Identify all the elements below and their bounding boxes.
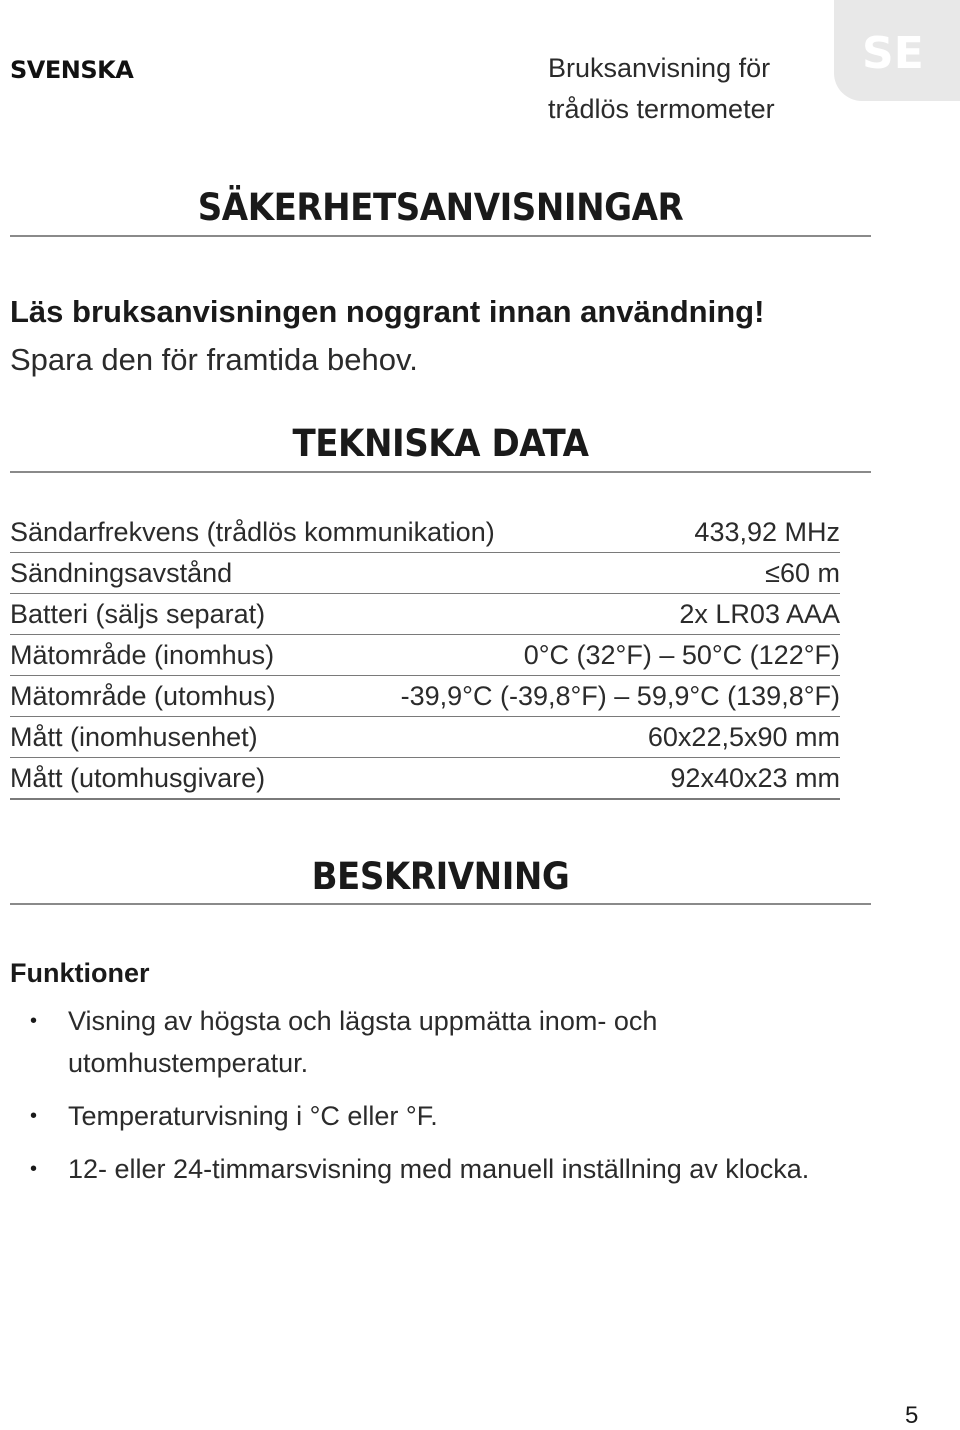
spec-row: [10, 717, 840, 758]
features-list: [10, 1000, 870, 1201]
spec-label: Mått (utomhusgivare): [10, 762, 266, 793]
bullet-icon: •: [30, 1010, 38, 1032]
spec-label: Mätområde (inomhus): [10, 639, 275, 670]
safety-warning-normal: Spara den för framtida behov.: [10, 342, 418, 377]
description-heading: BESKRIVNING: [311, 855, 570, 898]
spec-label: Mått (inomhusenhet): [10, 721, 258, 752]
document-title-line-2: trådlös termometer: [548, 94, 775, 124]
spec-row: [10, 594, 840, 635]
tech-data-heading: TEKNISKA DATA: [292, 422, 589, 465]
description-heading-rule: [10, 903, 871, 905]
spec-value: 433,92 MHz: [694, 516, 840, 547]
page-number: 5: [905, 1402, 919, 1429]
spec-row: [10, 553, 840, 594]
spec-row: [10, 676, 840, 717]
spec-value: ≤60 m: [765, 557, 840, 588]
tech-data-heading-rule: [10, 471, 871, 473]
feature-text-line-2: utomhustemperatur.: [68, 1048, 309, 1078]
bullet-icon: •: [30, 1105, 38, 1127]
feature-text-line-1: Visning av högsta och lägsta uppmätta inom- och: [68, 1006, 658, 1036]
spec-value: 0°C (32°F) – 50°C (122°F): [523, 639, 840, 670]
spec-row: [10, 758, 840, 800]
safety-heading-rule: [10, 235, 871, 237]
spec-value: -39,9°C (-39,8°F) – 59,9°C (139,8°F): [400, 680, 840, 711]
spec-row: [10, 635, 840, 676]
list-item: [10, 1000, 870, 1084]
safety-heading: SÄKERHETSANVISNINGAR: [197, 186, 684, 229]
list-item: [10, 1095, 870, 1137]
spec-value: 92x40x23 mm: [670, 762, 840, 793]
language-tab: [834, 0, 960, 101]
list-item: [10, 1148, 870, 1190]
language-label: SVENSKA: [10, 56, 134, 84]
spec-value: 2x LR03 AAA: [679, 598, 840, 629]
spec-label: Batteri (säljs separat): [10, 598, 266, 629]
safety-warning-bold: Läs bruksanvisningen noggrant innan användning!: [10, 294, 765, 329]
spec-value: 60x22,5x90 mm: [647, 721, 840, 752]
bullet-icon: •: [30, 1158, 38, 1180]
feature-text-line-1: Temperaturvisning i °C eller °F.: [68, 1101, 438, 1131]
language-tab-label: SE: [862, 28, 924, 79]
spec-label: Sändningsavstånd: [10, 557, 233, 588]
spec-label: Mätområde (utomhus): [10, 680, 276, 711]
features-title: Funktioner: [10, 958, 150, 988]
safety-warning: [10, 288, 764, 384]
document-title-line-1: Bruksanvisning för: [548, 53, 771, 83]
spec-table: [10, 512, 840, 800]
spec-label: Sändarfrekvens (trådlös kommunikation): [10, 516, 495, 547]
feature-text-line-1: 12- eller 24-timmarsvisning med manuell inställning av klocka.: [68, 1154, 810, 1184]
document-title: [548, 48, 828, 130]
spec-row: [10, 512, 840, 553]
